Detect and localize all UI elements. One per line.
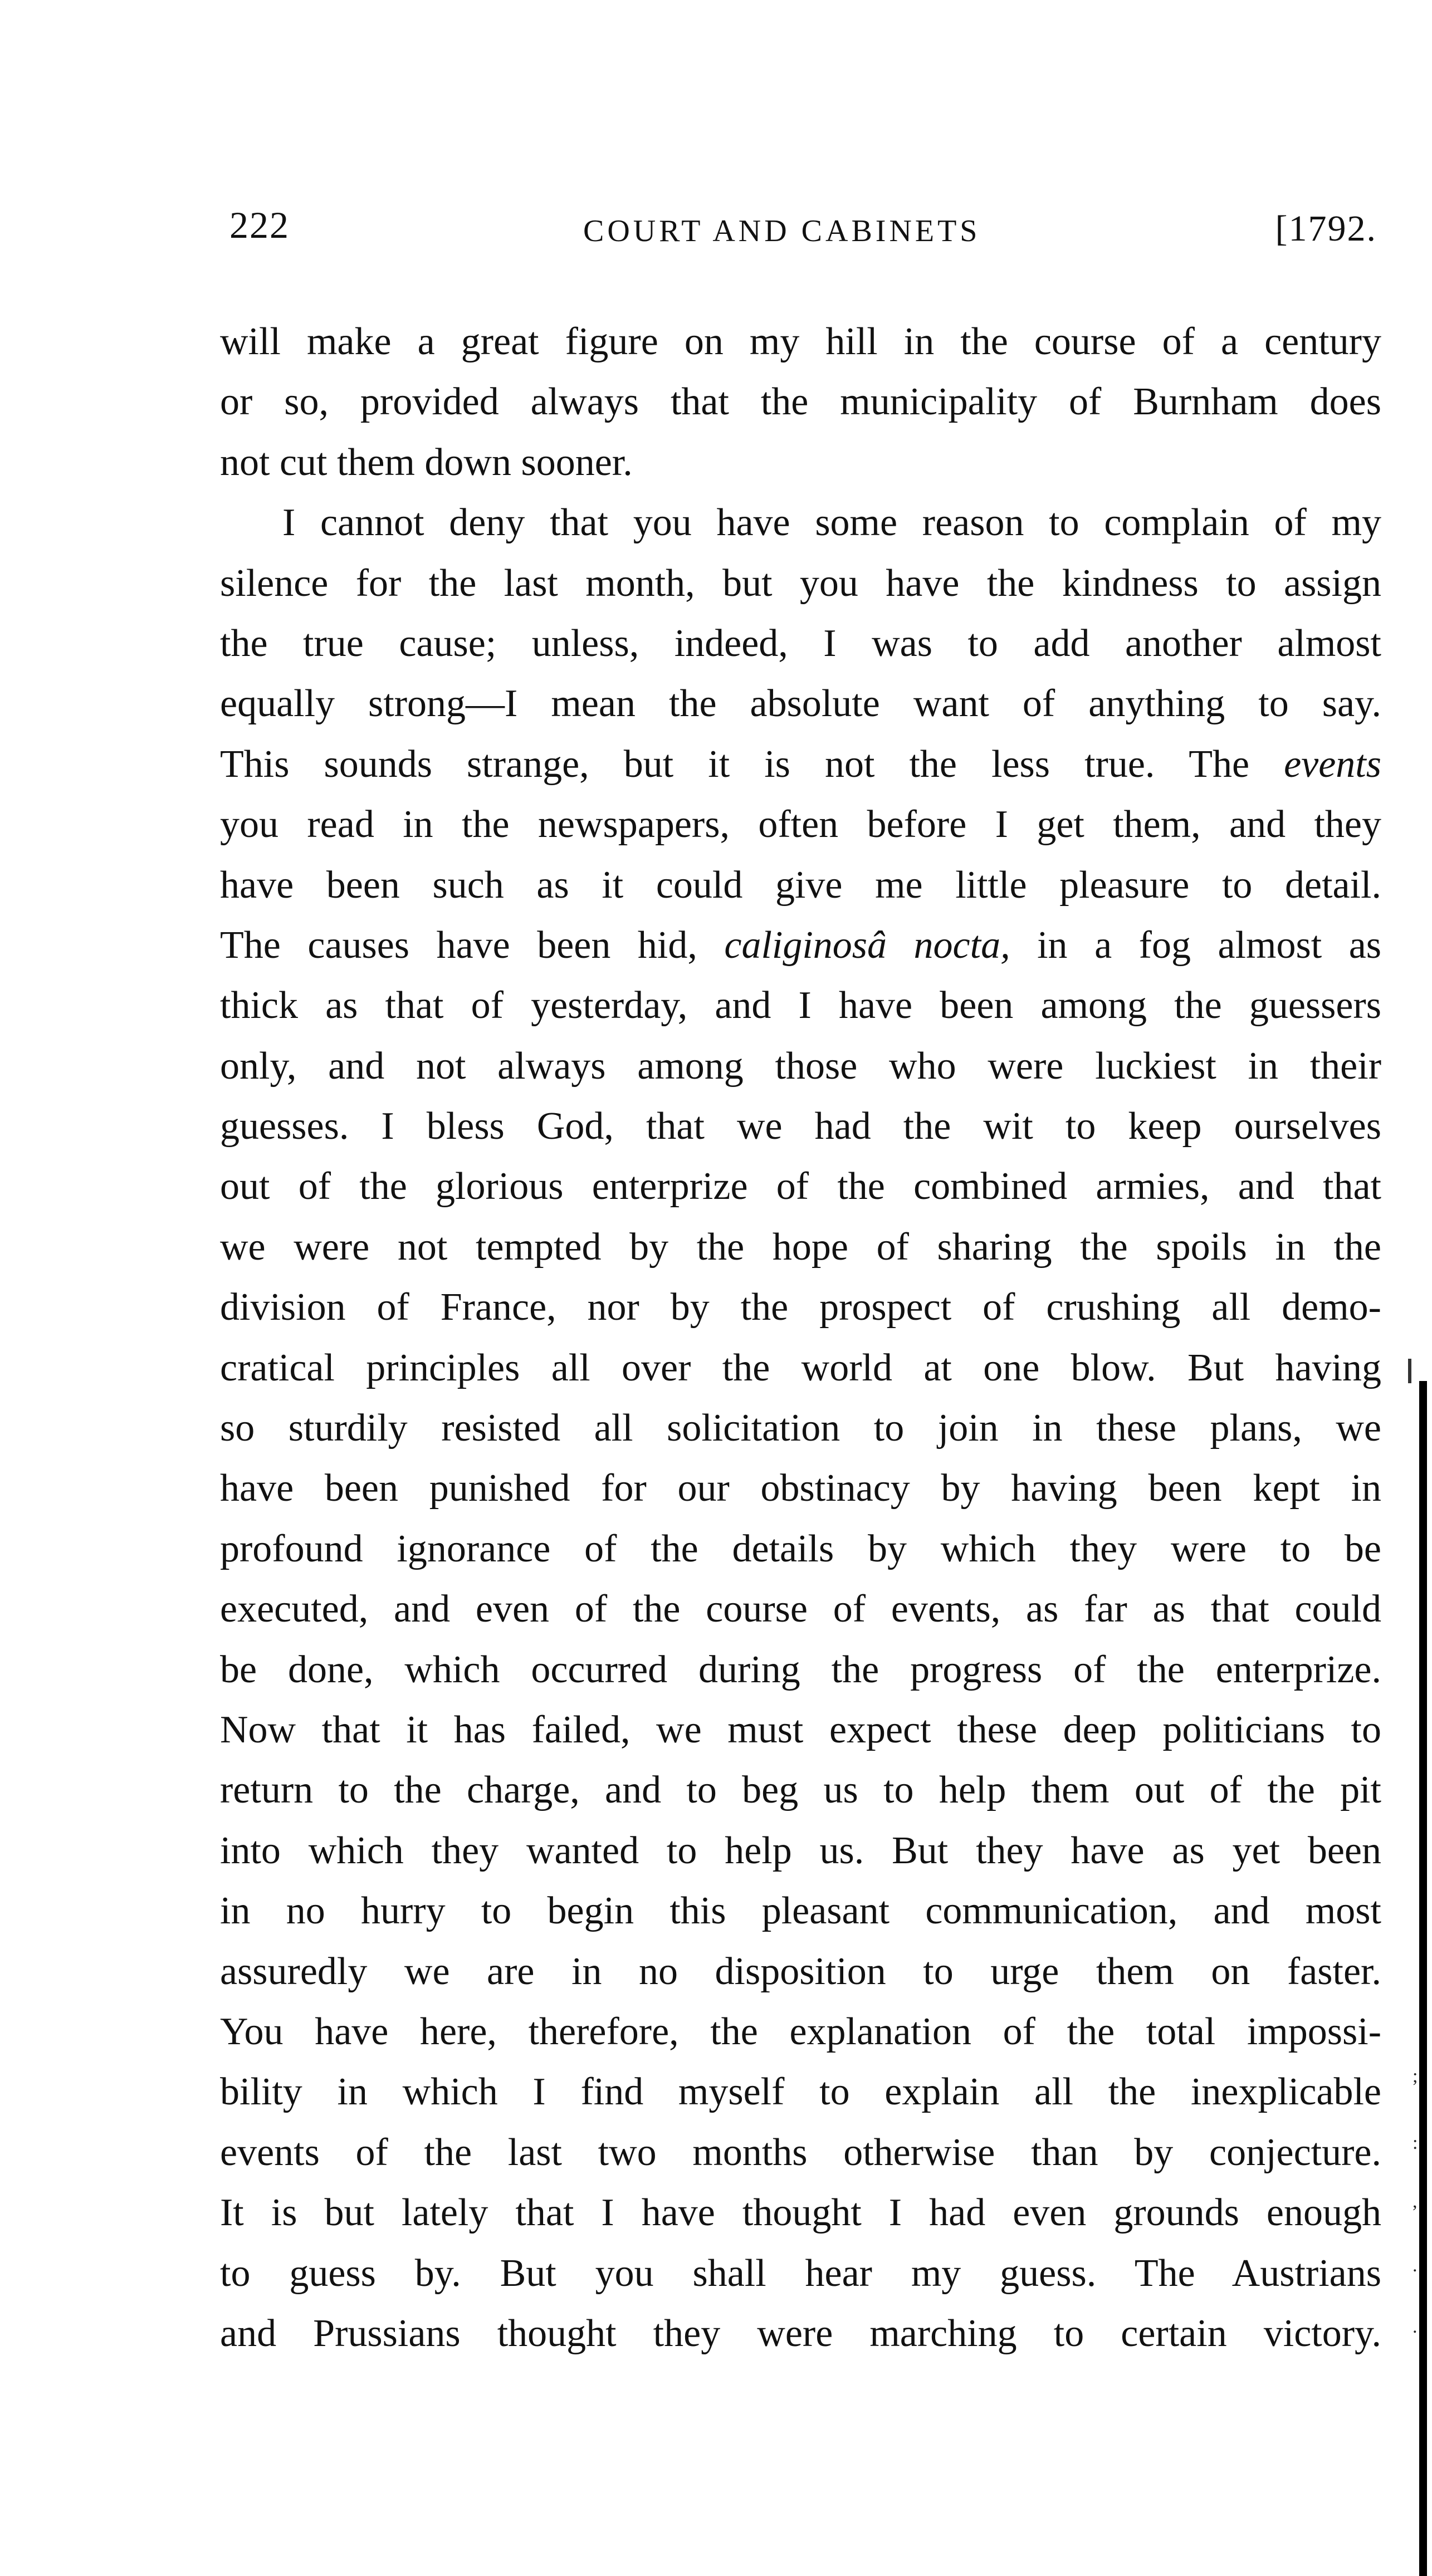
page-number: 222 <box>229 204 290 246</box>
text-line: It is but lately that I have thought I had even grounds enough <box>220 2191 1381 2235</box>
text-line: thick as that of yesterday, and I have been among the guessers <box>220 984 1381 1027</box>
text-line: or so, provided always that the municipality of Burnham does <box>220 380 1381 424</box>
running-title: COURT AND CABINETS <box>583 214 981 248</box>
paragraph-start-line: I cannot deny that you have some reason to complain of my <box>282 501 1381 545</box>
text-line-with-italic <box>220 734 1381 795</box>
text-line: cratical principles all over the world at one blow. But having <box>220 1346 1381 1389</box>
text-segment: in a fog almost as <box>1037 923 1381 967</box>
text-line: equally strong—I mean the absolute want of anything to say. <box>220 682 1381 726</box>
text-line: in no hurry to begin this pleasant communication, and most <box>220 1889 1381 1933</box>
text-line: only, and not always among those who were luckiest in their <box>220 1044 1381 1088</box>
text-line: will make a great figure on my hill in the course of a century <box>220 320 1381 363</box>
binding-shadow-rule <box>1419 1381 1427 2576</box>
text-line: and Prussians thought they were marching to certain victory. <box>220 2311 1381 2355</box>
gutter-mark: : <box>1413 2133 1418 2153</box>
text-line-with-italic <box>220 915 1381 976</box>
gutter-mark: . <box>1413 2317 1418 2337</box>
text-line: to guess by. But you shall hear my guess. The Austrians <box>220 2251 1381 2295</box>
year-marker: [1792. <box>1275 208 1377 249</box>
text-line: bility in which I find myself to explain all the inexplicable <box>220 2070 1381 2114</box>
gutter-mark: . <box>1413 2255 1418 2276</box>
italic-latin-phrase: caliginosâ nocta, <box>724 923 1010 967</box>
text-line: you read in the newspapers, often before I get them, and they <box>220 803 1381 846</box>
text-line: You have here, therefore, the explanation of the total impossi- <box>220 2010 1381 2053</box>
text-line: be done, which occurred during the progress of the enterprize. <box>220 1648 1381 1691</box>
text-line: the true cause; unless, indeed, I was to add another almost <box>220 621 1381 665</box>
text-line: guesses. I bless God, that we had the wit to keep ourselves <box>220 1105 1381 1148</box>
italic-word: events <box>1284 742 1381 786</box>
binding-shadow-tick <box>1408 1359 1411 1383</box>
text-line: profound ignorance of the details by which they were to be <box>220 1527 1381 1570</box>
text-line: events of the last two months otherwise than by conjecture. <box>220 2131 1381 2174</box>
text-line: return to the charge, and to beg us to help them out of the pit <box>220 1769 1381 1812</box>
text-line: division of France, nor by the prospect of crushing all demo- <box>220 1286 1381 1329</box>
gutter-mark: , <box>1413 2191 1418 2212</box>
text-segment: The causes have been hid, <box>220 923 697 967</box>
text-line: silence for the last month, but you have the kindness to assign <box>220 561 1381 605</box>
body-text <box>220 312 1381 2364</box>
text-line: so sturdily resisted all solicitation to join in these plans, we <box>220 1407 1381 1450</box>
running-header <box>229 203 1377 265</box>
text-line: assuredly we are in no disposition to urge them on faster. <box>220 1950 1381 1993</box>
text-line: have been punished for our obstinacy by having been kept in <box>220 1467 1381 1510</box>
text-line: executed, and even of the course of events, as far as that could <box>220 1588 1381 1631</box>
text-line: have been such as it could give me little pleasure to detail. <box>220 863 1381 907</box>
text-line: we were not tempted by the hope of sharing the spoils in the <box>220 1225 1381 1269</box>
text-line: Now that it has failed, we must expect these deep politicians to <box>220 1708 1381 1751</box>
text-line: into which they wanted to help us. But they have as yet been <box>220 1829 1381 1872</box>
text-line: not cut them down sooner. <box>220 440 633 484</box>
text-segment: This sounds strange, but it is not the less true. The <box>220 742 1250 786</box>
text-line: out of the glorious enterprize of the combined armies, and that <box>220 1165 1381 1208</box>
gutter-mark: ; <box>1413 2066 1418 2087</box>
